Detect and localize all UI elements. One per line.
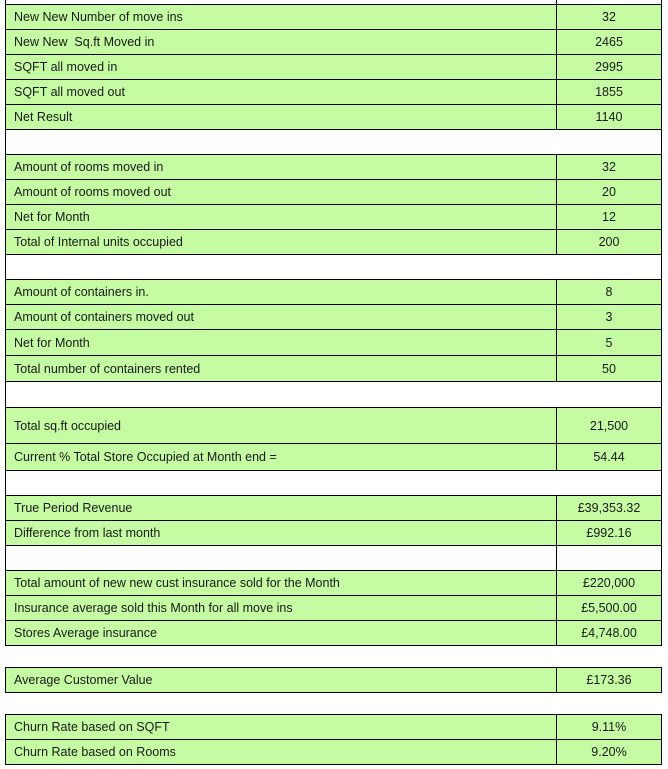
row-label: Average Customer Value (14, 673, 153, 687)
table-row (5, 407, 662, 444)
row-value: 54.44 (556, 444, 661, 470)
table-row (5, 355, 662, 382)
row-value: £992.16 (556, 521, 661, 545)
row-value: 9.11% (556, 715, 661, 739)
spacer-row (5, 381, 662, 408)
row-label: Net for Month (14, 210, 90, 224)
spacer-row (5, 129, 662, 155)
row-value: 3 (556, 305, 661, 329)
row-label: SQFT all moved in (14, 60, 118, 74)
row-label: Churn Rate based on SQFT (14, 720, 170, 734)
table-row (5, 154, 662, 180)
row-label: Insurance average sold this Month for all move ins (14, 601, 293, 615)
row-label: Churn Rate based on Rooms (14, 745, 176, 759)
table-row (5, 104, 662, 130)
row-value: 2995 (556, 55, 661, 79)
table-row (5, 179, 662, 205)
table-row (5, 329, 662, 356)
table-row (5, 279, 662, 305)
empty-cell (556, 546, 661, 570)
table-row (5, 204, 662, 230)
table-row (5, 54, 662, 80)
table-row (5, 4, 662, 30)
row-value: 8 (556, 280, 661, 304)
row-value: 200 (556, 230, 661, 254)
table-row (5, 620, 662, 646)
row-label: New New Number of move ins (14, 10, 183, 24)
row-label: New New Sq.ft Moved in (14, 35, 155, 49)
row-value: £39,353.32 (556, 496, 661, 520)
table-row (5, 304, 662, 330)
row-label: Net for Month (14, 335, 90, 350)
table-row (5, 714, 662, 740)
row-label: Total amount of new new cust insurance sold for the Month (14, 576, 340, 590)
row-label: Total of Internal units occupied (14, 235, 183, 249)
row-label: Difference from last month (14, 526, 161, 540)
spacer-row (5, 470, 662, 496)
row-value: 9.20% (556, 740, 661, 764)
row-label: SQFT all moved out (14, 85, 125, 99)
row-value: £4,748.00 (556, 621, 661, 645)
row-value: 21,500 (556, 408, 661, 443)
empty-cell (6, 546, 556, 570)
row-value: £5,500.00 (556, 596, 661, 620)
row-value: 12 (556, 205, 661, 229)
table-row (5, 443, 662, 471)
row-label: Amount of containers moved out (14, 310, 194, 324)
row-value: 1855 (556, 80, 661, 104)
row-label: Amount of rooms moved out (14, 185, 172, 199)
row-value: 2465 (556, 30, 661, 54)
row-label: Amount of containers in. (14, 285, 149, 299)
table-row (5, 595, 662, 621)
row-value: 32 (556, 155, 661, 179)
row-label: Total sq.ft occupied (14, 418, 122, 433)
table-row (5, 29, 662, 55)
row-label: Stores Average insurance (14, 626, 157, 640)
row-value: 20 (556, 180, 661, 204)
row-label: Net Result (14, 110, 73, 124)
row-value: £220,000 (556, 571, 661, 595)
table-row (5, 79, 662, 105)
row-label: Total number of containers rented (14, 361, 201, 376)
table-row (5, 520, 662, 546)
table-row (5, 495, 662, 521)
row-value: 1140 (556, 105, 661, 129)
spacer-row (5, 254, 662, 280)
table-row (5, 667, 662, 693)
table-row (5, 229, 662, 255)
table-row (5, 739, 662, 765)
row-value: £173.36 (556, 668, 661, 692)
row-label: True Period Revenue (14, 501, 133, 515)
row-value: 50 (556, 356, 661, 381)
row-value: 32 (556, 5, 661, 29)
spacer-row (5, 545, 662, 571)
row-value: 5 (556, 330, 661, 355)
table-row (5, 570, 662, 596)
row-label: Current % Total Store Occupied at Month end = (14, 450, 277, 464)
row-label: Amount of rooms moved in (14, 160, 164, 174)
